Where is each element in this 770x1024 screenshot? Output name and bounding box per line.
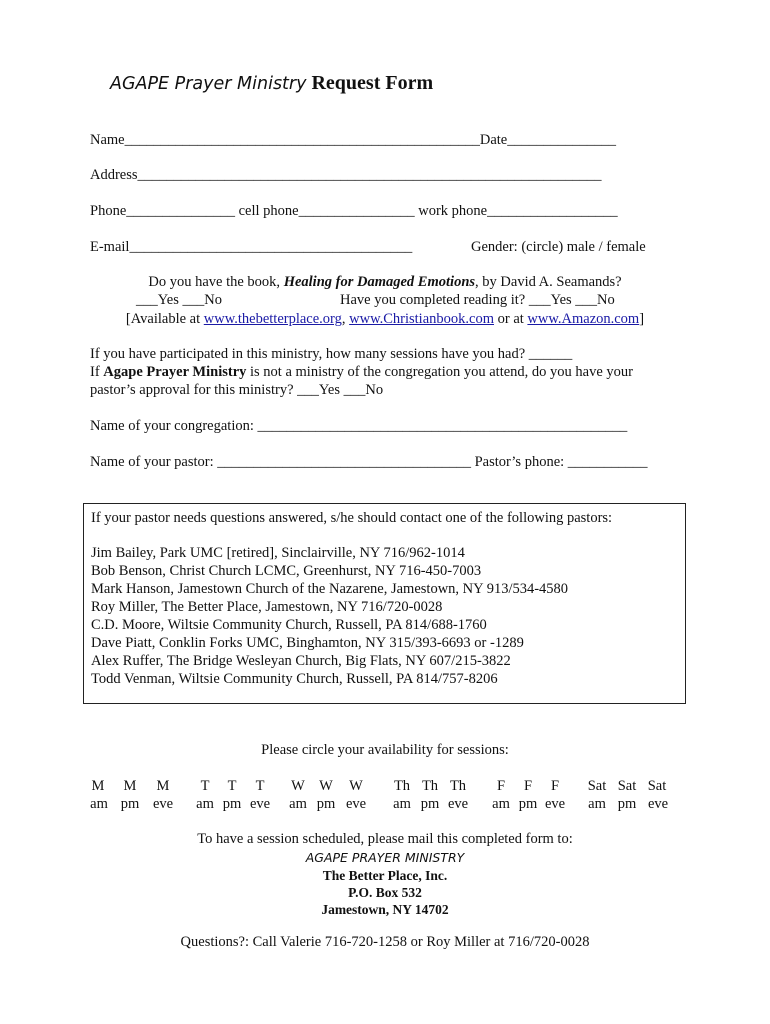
book-question-suffix: , by David A. Seamands?: [475, 274, 622, 290]
slot-option[interactable]: eve: [647, 796, 669, 812]
mail-instruction: To have a session scheduled, please mail this completed form to:: [197, 831, 573, 847]
day-label: M: [91, 778, 105, 794]
book-question: [0, 273, 770, 291]
q-prefix: If: [90, 364, 104, 380]
link-thebetterplace[interactable]: www.thebetterplace.org: [203, 311, 342, 327]
available-sep2: or at: [493, 311, 528, 327]
day-label: W: [291, 778, 305, 794]
day-label: M: [123, 778, 137, 794]
have-book-yes-no[interactable]: ___Yes ___No: [136, 292, 222, 308]
mail-address-line1: The Better Place, Inc.: [322, 868, 448, 883]
name-date-field[interactable]: Name_________________________________________________Date_______________: [90, 132, 616, 148]
day-label: Sat: [587, 778, 607, 794]
pastor-contact: Alex Ruffer, The Bridge Wesleyan Church, Big Flats, NY 607/215-3822: [91, 653, 511, 669]
day-label: W: [319, 778, 333, 794]
mail-address-line3: Jamestown, NY 14702: [321, 902, 449, 917]
slot-option[interactable]: eve: [345, 796, 367, 812]
slot-option[interactable]: am: [196, 796, 214, 812]
day-label: T: [200, 778, 210, 794]
slot-option[interactable]: pm: [120, 796, 140, 812]
sessions-question[interactable]: If you have participated in this ministry, how many sessions have you had? ______: [90, 346, 573, 362]
phone-fields[interactable]: Phone_______________ cell phone________________ work phone__________________: [90, 203, 618, 219]
completed-reading-yes-no[interactable]: Have you completed reading it? ___Yes ___No: [340, 292, 615, 308]
pastor-contact: Jim Bailey, Park UMC [retired], Sinclairville, NY 716/962-1014: [91, 545, 465, 561]
pastor-approval-yes-no[interactable]: pastor’s approval for this ministry? ___Yes ___No: [90, 382, 384, 398]
available-sep1: ,: [341, 311, 350, 327]
slot-option[interactable]: am: [393, 796, 411, 812]
slot-option[interactable]: pm: [222, 796, 242, 812]
q-ministry-name: Agape Prayer Ministry: [103, 364, 247, 380]
pastor-contacts-box: [83, 503, 686, 704]
pastor-contact: Roy Miller, The Better Place, Jamestown, NY 716/720-0028: [91, 599, 443, 615]
slot-option[interactable]: am: [492, 796, 510, 812]
day-label: F: [523, 778, 533, 794]
book-title: Healing for Damaged Emotions: [283, 274, 476, 290]
title-request-form: Request Form: [306, 72, 434, 94]
congregation-field[interactable]: Name of your congregation: ___________________________________________________: [90, 418, 628, 434]
book-question-prefix: Do you have the book,: [148, 274, 284, 290]
slot-option[interactable]: pm: [316, 796, 336, 812]
link-christianbook[interactable]: www.Christianbook.com: [349, 311, 494, 327]
slot-option[interactable]: pm: [518, 796, 538, 812]
email-field[interactable]: E-mail_______________________________________: [90, 239, 413, 255]
day-label: M: [156, 778, 170, 794]
day-label: T: [227, 778, 237, 794]
form-title: [110, 71, 433, 96]
slot-option[interactable]: eve: [152, 796, 174, 812]
slot-option[interactable]: am: [289, 796, 307, 812]
congregation-ministry-question: [90, 363, 633, 381]
day-label: T: [255, 778, 265, 794]
availability-heading: Please circle your availability for sessions:: [261, 742, 509, 758]
mail-org-name: AGAPE PRAYER MINISTRY: [305, 850, 465, 865]
day-label: Sat: [617, 778, 637, 794]
slot-option[interactable]: eve: [447, 796, 469, 812]
slot-option[interactable]: eve: [544, 796, 566, 812]
pastor-contact: Todd Venman, Wiltsie Community Church, Russell, PA 814/757-8206: [91, 671, 498, 687]
day-label: W: [349, 778, 363, 794]
book-availability: [0, 310, 770, 328]
link-amazon[interactable]: www.Amazon.com: [527, 311, 640, 327]
pastor-contact: Dave Piatt, Conklin Forks UMC, Binghamton, NY 315/393-6693 or -1289: [91, 635, 524, 651]
slot-option[interactable]: am: [90, 796, 108, 812]
slot-option[interactable]: pm: [617, 796, 637, 812]
title-ministry-name: AGAPE Prayer Ministry: [110, 74, 307, 94]
day-label: F: [550, 778, 560, 794]
pastor-contact: Mark Hanson, Jamestown Church of the Nazarene, Jamestown, NY 913/534-4580: [91, 581, 569, 597]
pastor-field[interactable]: Name of your pastor: ___________________________________ Pastor’s phone: ___________: [90, 454, 648, 470]
pastor-contact: Bob Benson, Christ Church LCMC, Greenhurst, NY 716-450-7003: [91, 563, 482, 579]
day-label: Th: [421, 778, 439, 794]
address-field[interactable]: Address________________________________________________________________: [90, 167, 602, 183]
day-label: F: [496, 778, 506, 794]
slot-option[interactable]: eve: [249, 796, 271, 812]
slot-option[interactable]: pm: [420, 796, 440, 812]
q-suffix: is not a ministry of the congregation you attend, do you have your: [246, 364, 633, 380]
day-label: Sat: [647, 778, 667, 794]
questions-contact: Questions?: Call Valerie 716-720-1258 or Roy Miller at 716/720-0028: [180, 934, 590, 950]
available-suffix: ]: [639, 311, 645, 327]
pastor-contact: C.D. Moore, Wiltsie Community Church, Russell, PA 814/688-1760: [91, 617, 487, 633]
day-label: Th: [449, 778, 467, 794]
mail-address-line2: P.O. Box 532: [348, 885, 422, 900]
slot-option[interactable]: am: [588, 796, 606, 812]
contacts-intro: If your pastor needs questions answered, s/he should contact one of the following pastors:: [91, 510, 613, 526]
day-label: Th: [393, 778, 411, 794]
gender-field[interactable]: Gender: (circle) male / female: [471, 239, 646, 255]
available-prefix: [Available at: [125, 311, 204, 327]
